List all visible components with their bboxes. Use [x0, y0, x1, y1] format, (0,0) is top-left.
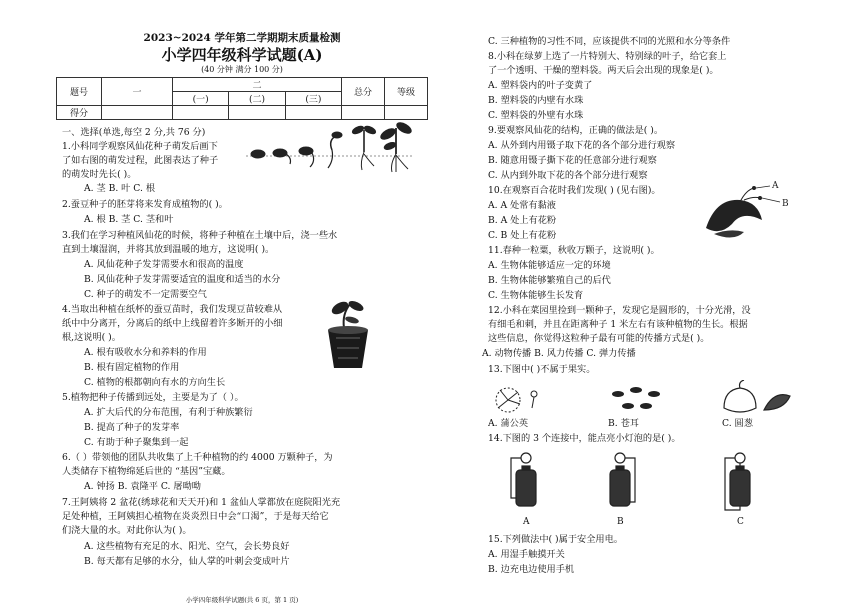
option-line: A. 从外到内用镊子取下花的各个部分进行观察	[488, 140, 676, 151]
lily-flower-figure	[700, 178, 792, 242]
question-line: 1.小科同学观察风仙花种子萌发后画下	[62, 141, 218, 152]
score-cell: (二)	[229, 92, 285, 106]
option-line: C. 生物体能够生长发育	[488, 290, 584, 301]
q13-label-b: B. 苍耳	[608, 418, 639, 429]
option-line: A. 生物体能够适应一定的环境	[488, 260, 611, 271]
option-line: A. 塑料袋内的叶子变黄了	[488, 80, 593, 91]
q13-label-c: C. 圆葱	[722, 418, 753, 429]
score-cell	[173, 106, 229, 120]
score-cell: 二	[173, 78, 342, 92]
score-cell: (一)	[173, 92, 229, 106]
option-line: C. 从内到外取下花的各个部分进行观察	[488, 170, 648, 181]
score-cell: 得分	[57, 106, 102, 120]
score-cell	[342, 106, 385, 120]
option-line: A. 钟扬 B. 袁隆平 C. 屠呦呦	[84, 481, 201, 492]
option-line: B. 塑料袋的内壁有水珠	[488, 95, 584, 106]
score-cell: 总分	[342, 78, 385, 106]
score-cell	[229, 106, 285, 120]
question-line: 13.下图中( )不属于果实。	[488, 364, 596, 375]
q14-circuits-figure	[488, 448, 818, 528]
question-line: 足处种植，王阿姨担心植物在炎炎烈日中会“口渴”，于是每天给它	[62, 511, 329, 522]
question-line: 人类储存下植物绵延后世的 “基因”宝藏。	[62, 466, 231, 477]
page-title: 小学四年级科学试题(A)	[161, 46, 323, 64]
score-cell: 题号	[57, 78, 102, 106]
question-line: 了如右图的萌发过程，此图表达了种子	[62, 155, 219, 166]
question-line: 12.小科在菜园里捡到一颗种子，发现它是圆形的，十分光滑，没	[488, 305, 751, 316]
question-line: 直到土壤湿润，并将其放到温暖的地方，这说明( )。	[62, 244, 275, 255]
option-line: B. 每天都有足够的水分，仙人掌的叶刺会变成叶片	[84, 556, 290, 567]
question-line: 9.要观察风仙花的结构，正确的做法是( )。	[488, 125, 664, 136]
option-line: B. 根有固定植物的作用	[84, 362, 180, 373]
score-cell	[385, 106, 428, 120]
exam-meta: (40 分钟 满分 100 分)	[201, 65, 283, 74]
option-line: A. 用湿手触摸开关	[488, 549, 565, 560]
score-cell	[285, 106, 341, 120]
fig-label-b: B	[782, 199, 789, 209]
option-line: A. 风仙花种子发芽需要水和很高的温度	[84, 259, 244, 270]
paper-cup-seedling-figure	[318, 298, 378, 370]
option-line: C. 植物的根都朝向有水的方向生长	[84, 377, 226, 388]
question-line: 2.蚕豆种子的胚芽将来发育成植物的( )。	[62, 199, 228, 210]
q14-label-c: C	[737, 517, 744, 527]
question-line: 根,这说明( )。	[62, 332, 121, 343]
option-line: A. 这些植物有充足的水、阳光、空气，会长势良好	[84, 541, 290, 552]
question-line: 14.下图的 3 个连接中，能点亮小灯泡的是( )。	[488, 433, 681, 444]
option-line: A. A 处常有黏液	[488, 200, 556, 211]
option-line: B. 生物体能够繁殖自己的后代	[488, 275, 611, 286]
score-cell: (三)	[285, 92, 341, 106]
question-line: 们浇大量的水。对此你认为( )。	[62, 525, 192, 536]
q14-label-a: A	[523, 517, 530, 527]
question-line: 的萌发时先长( )。	[62, 169, 137, 180]
option-line: B. 风仙花种子发芽需要适宜的温度和适当的水分	[84, 274, 281, 285]
question-line: 6.（ ）带领他的团队共收集了上千种植物的约 4000 万颗种子，为	[62, 452, 333, 463]
score-cell: 等级	[385, 78, 428, 106]
option-line: B. 边充电边使用手机	[488, 564, 575, 575]
option-line: A. 茎 B. 叶 C. 根	[84, 183, 156, 194]
option-line: C. 有助于种子聚集到一起	[84, 437, 189, 448]
option-line: B. 提高了种子的发芽率	[84, 422, 180, 433]
option-line: C. B 处上有花粉	[488, 230, 557, 241]
fig-label-a: A	[772, 181, 779, 191]
question-line: 这些信息，你觉得这粒种子最有可能的传播方式是( )。	[488, 333, 710, 344]
question-line: 7.王阿姨将 2 盆花(绣球花和天天开)和 1 盆仙人掌都放在庭院阳光充	[62, 497, 341, 508]
question-line: 8.小科在绿萝上选了一片特别大、特别绿的叶子，给它套上	[488, 51, 727, 62]
option-line: B. A 处上有花粉	[488, 215, 557, 226]
option-line: C. 三种植物的习性不同，应该提供不同的光照和水分等条件	[488, 36, 731, 47]
option-line: A. 根 B. 茎 C. 茎和叶	[84, 214, 174, 225]
question-line: 3.我们在学习种植风仙花的时候，将种子种植在土壤中后，浇一些水	[62, 230, 338, 241]
q13-label-a: A. 蒲公英	[488, 418, 529, 429]
option-line: A. 扩大后代的分布范围，有利于种族繁衍	[84, 407, 253, 418]
section-title: 一、选择(单选,每空 2 分,共 76 分)	[62, 127, 206, 138]
option-line: A. 根有吸收水分和养料的作用	[84, 347, 207, 358]
question-line: 纸中中分离开，分离后的纸中上线留着许多断开的小细	[62, 318, 283, 329]
option-line: A. 动物传播 B. 风力传播 C. 弹力传播	[482, 348, 636, 359]
exam-line: 2023~2024 学年第二学期期末质量检测	[143, 32, 341, 44]
score-cell	[102, 106, 173, 120]
option-line: C. 塑料袋的外壁有水珠	[488, 110, 584, 121]
page-footer: 小学四年级科学试题(共 6 页，第 1 页)	[185, 596, 299, 604]
q14-label-b: B	[617, 517, 624, 527]
q13-figures	[488, 380, 818, 430]
question-line: 了一个透明、干燥的塑料袋。两天后会出现的现象是( )。	[488, 65, 719, 76]
question-line: 15.下列做法中( )属于安全用电。	[488, 534, 623, 545]
score-cell: 一	[102, 78, 173, 106]
score-table	[56, 77, 428, 120]
question-line: 10.在观察百合花时我们发现( ) (见右图)。	[488, 185, 661, 196]
seed-germination-figure	[246, 120, 416, 176]
question-line: 11.春种一粒粟，秋收万颗子，这说明( )。	[488, 245, 660, 256]
question-line: 4.当取出种植在纸杯的蚕豆苗时，我们发现豆苗较难从	[62, 304, 283, 315]
question-line: 5.植物把种子传播到远处，主要是为了（ ）。	[62, 392, 244, 403]
option-line: C. 种子的萌发不一定需要空气	[84, 289, 207, 300]
question-line: 有细毛和刺，并且在距离种子 1 米左右有该种植物的生长。根据	[488, 319, 748, 330]
option-line: B. 随意用镊子撕下花的任意部分进行观察	[488, 155, 657, 166]
